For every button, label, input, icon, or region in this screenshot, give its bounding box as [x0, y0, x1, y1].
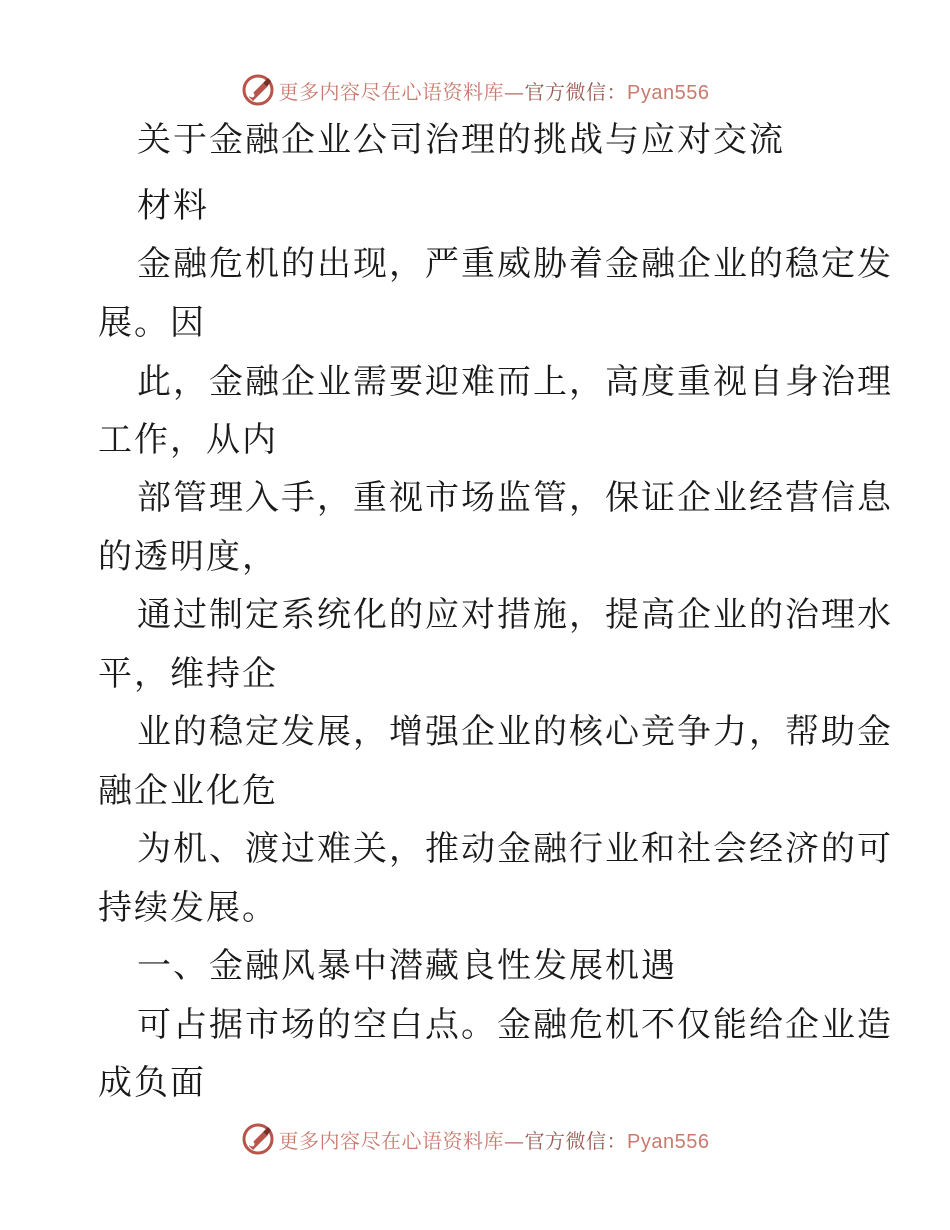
text-line: 通过制定系统化的应对措施，提高企业的治理水 [137, 595, 893, 635]
text-line: 展。因 [98, 303, 206, 343]
brand-logo-icon [241, 1122, 275, 1156]
text-line: 的透明度， [98, 537, 278, 577]
text-line: 此，金融企业需要迎难而上，高度重视自身治理 [137, 362, 893, 402]
text-line: 持续发展。 [98, 888, 278, 928]
text-line: 融企业化危 [98, 771, 278, 811]
banner-text: 更多内容尽在心语资料库—官方微信：Pyan556 [278, 1128, 710, 1153]
text-line: 成负面 [98, 1063, 206, 1103]
header-watermark-banner [0, 70, 950, 110]
text-line: 部管理入手，重视市场监管，保证企业经营信息 [137, 478, 893, 518]
text-line: 关于金融企业公司治理的挑战与应对交流 [137, 120, 785, 160]
text-line: 工作，从内 [98, 420, 278, 460]
section-heading: 一、金融风暴中潜藏良性发展机遇 [137, 946, 677, 986]
text-line: 材料 [137, 186, 209, 226]
footer-watermark-banner [0, 1119, 950, 1159]
text-line: 平，维持企 [98, 654, 278, 694]
text-line: 金融危机的出现，严重威胁着金融企业的稳定发 [137, 244, 893, 284]
brand-logo-icon [241, 73, 275, 107]
text-line: 可占据市场的空白点。金融危机不仅能给企业造 [137, 1005, 893, 1045]
text-line: 业的稳定发展，增强企业的核心竞争力，帮助金 [137, 712, 893, 752]
banner-text: 更多内容尽在心语资料库—官方微信：Pyan556 [278, 79, 710, 104]
text-line: 为机、渡过难关，推动金融行业和社会经济的可 [137, 829, 893, 869]
